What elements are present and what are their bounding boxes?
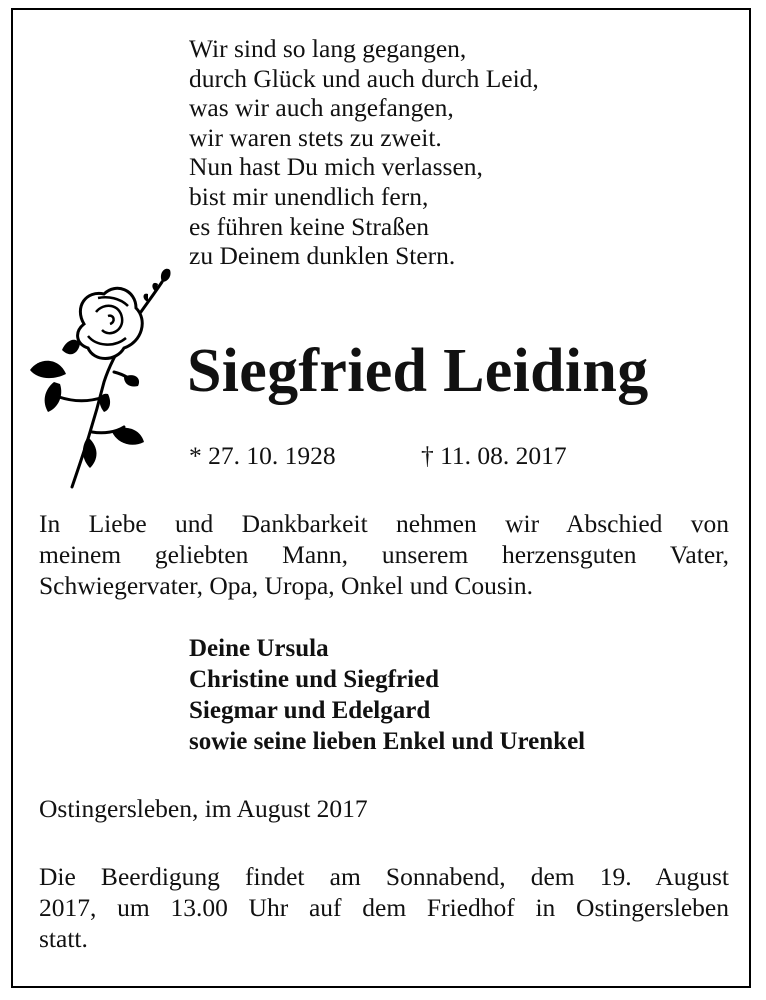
funeral-line: 2017, um 13.00 Uhr auf dem Friedhof in Ostingersleben [39, 893, 729, 922]
poem-line: es führen keine Straßen [189, 211, 430, 241]
family-line: Christine und Siegfried [189, 666, 440, 693]
family-signatures [189, 633, 585, 757]
poem-line: Wir sind so lang gegangen, [189, 34, 467, 63]
family-line: Siegmar und Edelgard [189, 697, 431, 724]
funeral-line: statt. [39, 924, 88, 953]
family-line: Deine Ursula [189, 635, 329, 662]
funeral-info [39, 861, 729, 954]
birth-date: * 27. 10. 1928 [189, 441, 336, 470]
deceased-name: Siegfried Leiding [187, 337, 649, 405]
farewell-line: meinem geliebten Mann, unserem herzensguten Vater, [39, 540, 729, 569]
poem-line: bist mir unendlich fern, [189, 181, 429, 211]
poem-line: durch Glück und auch durch Leid, [189, 63, 539, 93]
rose-icon [24, 262, 174, 492]
poem-line: Nun hast Du mich verlassen, [189, 152, 483, 182]
poem-line: was wir auch angefangen, [189, 93, 454, 123]
poem-line: wir waren stets zu zweit. [189, 122, 442, 152]
family-line: sowie seine lieben Enkel und Urenkel [189, 728, 586, 755]
poem [189, 34, 729, 271]
life-dates [189, 441, 567, 471]
death-date: † 11. 08. 2017 [421, 441, 567, 470]
poem-line: zu Deinem dunklen Stern. [189, 241, 456, 271]
farewell-line: Schwiegervater, Opa, Uropa, Onkel und Cousin. [39, 571, 533, 600]
place-date: Ostingersleben, im August 2017 [39, 794, 368, 823]
funeral-line: Die Beerdigung findet am Sonnabend, dem 19. August [39, 862, 729, 891]
farewell-text [39, 508, 729, 601]
farewell-line: In Liebe und Dankbarkeit nehmen wir Abschied von [39, 509, 729, 538]
